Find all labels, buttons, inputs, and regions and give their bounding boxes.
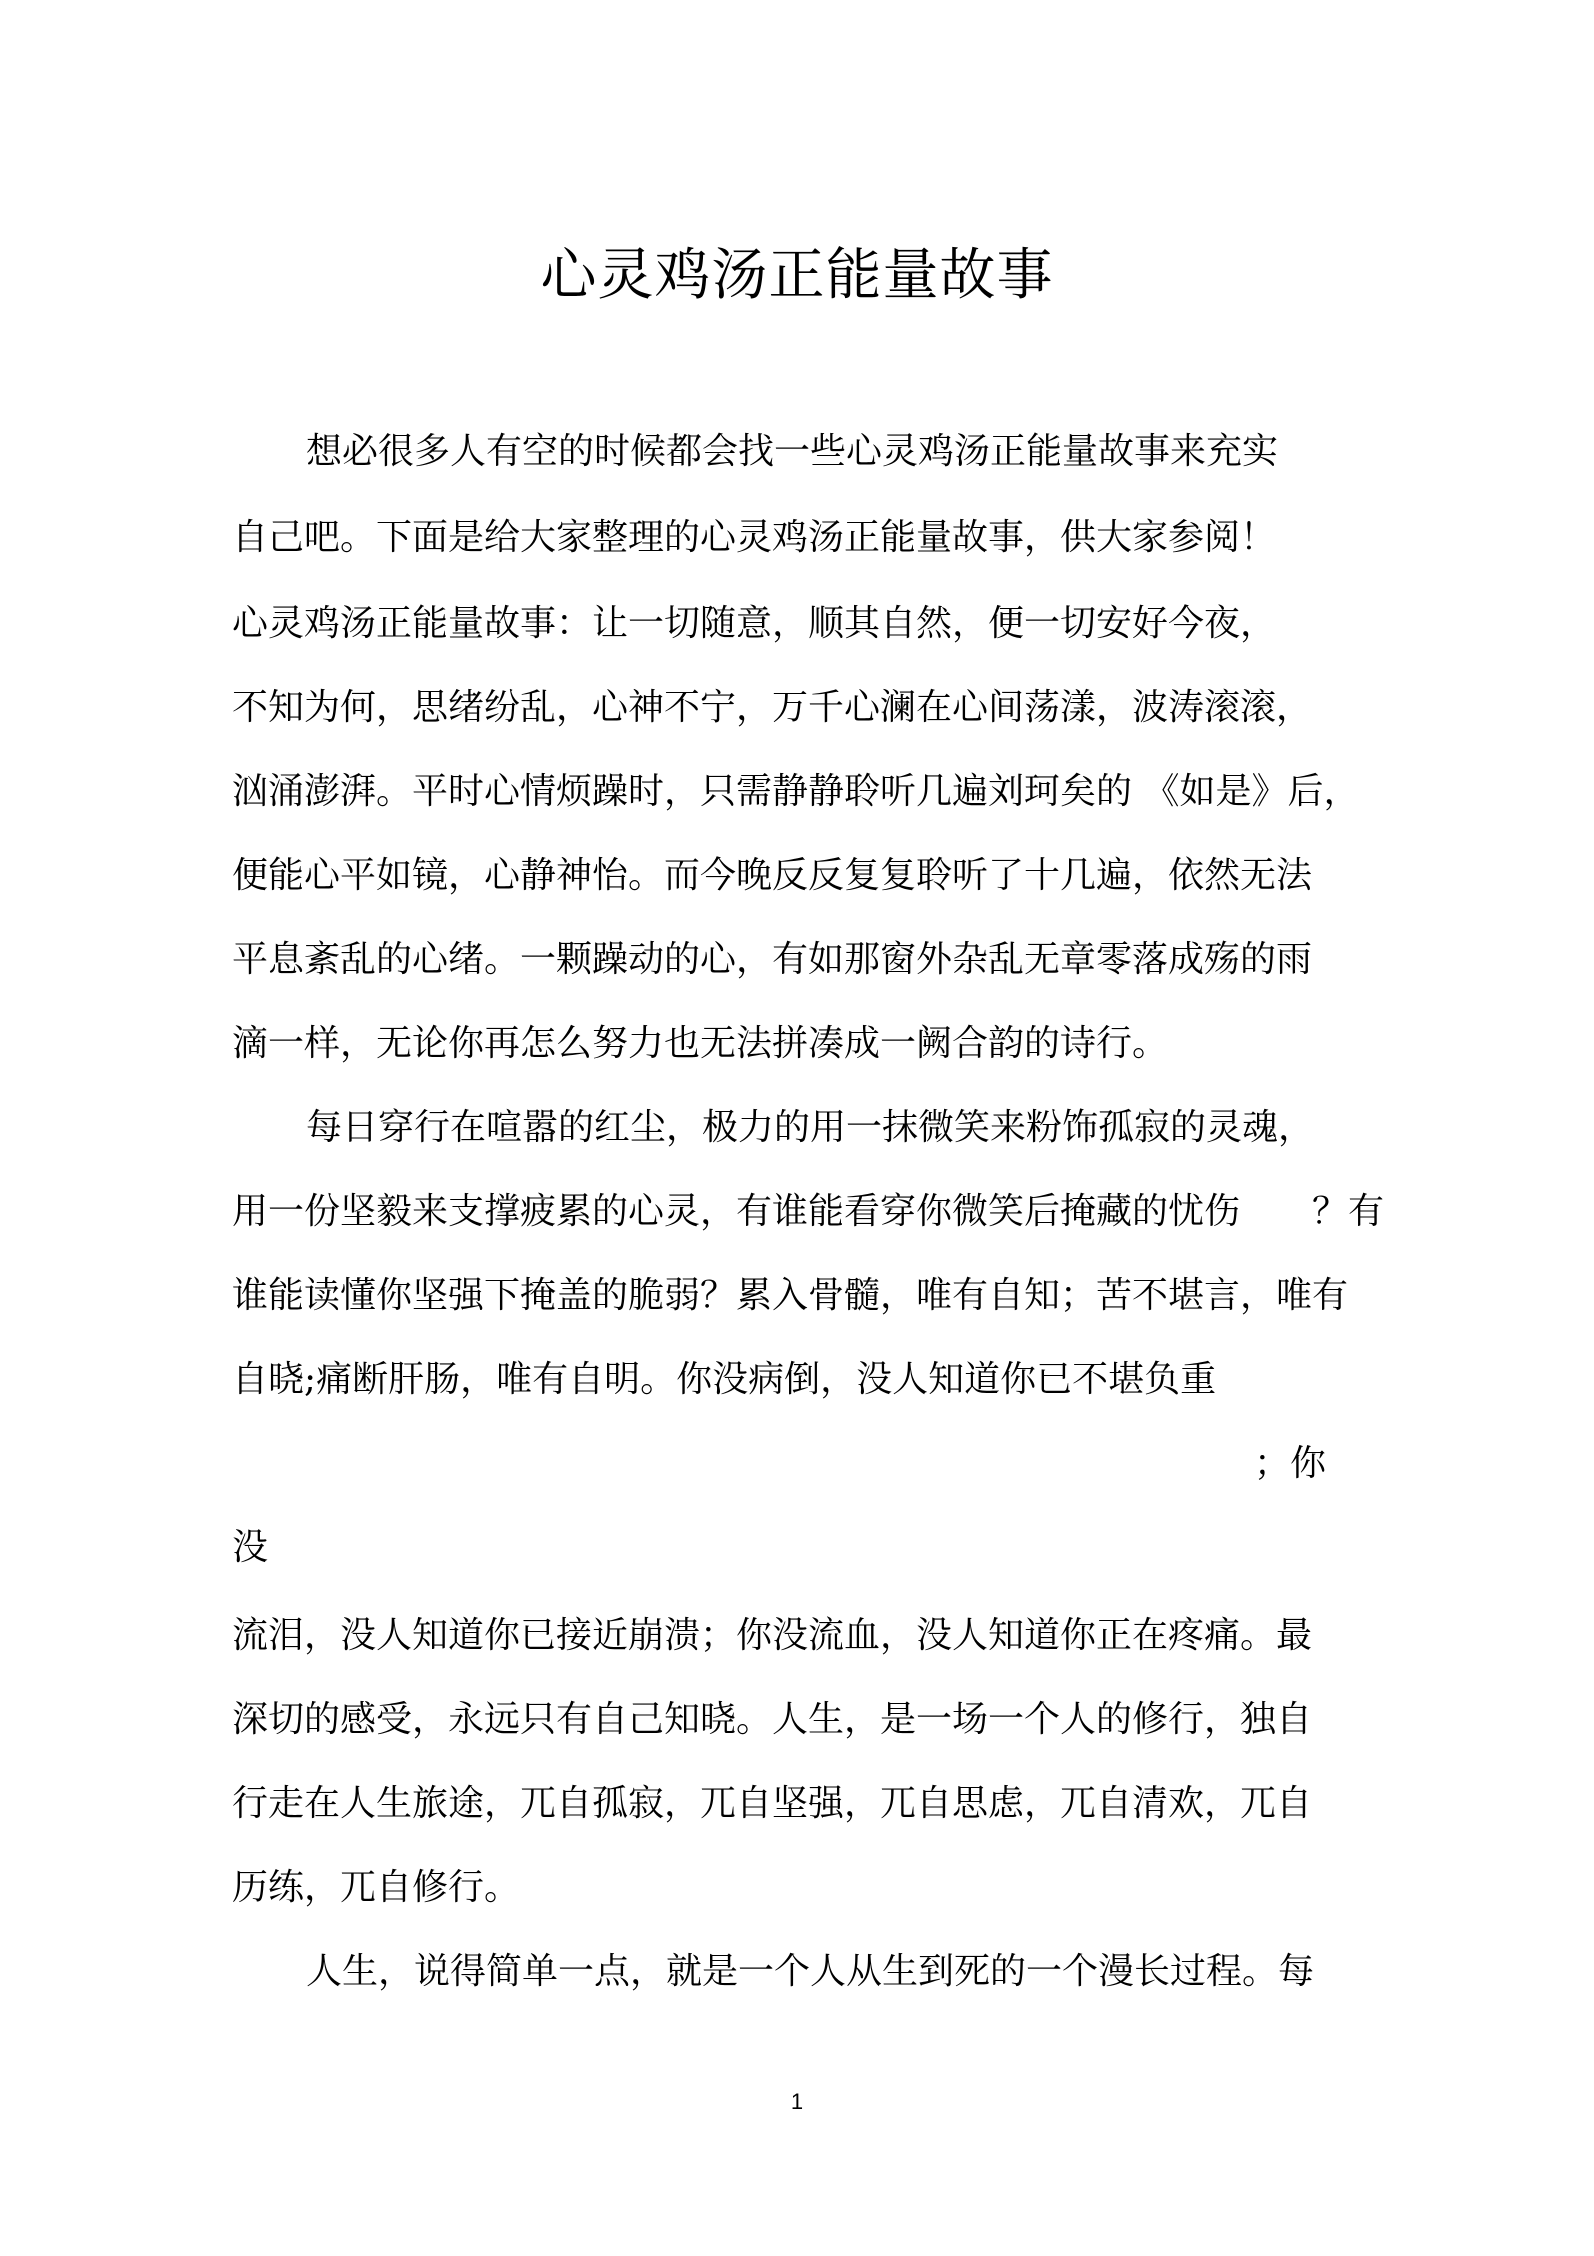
body-line: 想必很多人有空的时候都会找一些心灵鸡汤正能量故事来充实 — [306, 431, 1279, 472]
body-line: 历练，兀自修行。 — [232, 1867, 521, 1908]
body-line: 行走在人生旅途，兀自孤寂，兀自坚强，兀自思虑，兀自清欢，兀自 — [232, 1783, 1313, 1824]
body-line: 流泪，没人知道你已接近崩溃；你没流血，没人知道你正在疼痛。最 — [232, 1615, 1313, 1656]
body-line: 用一份坚毅来支撑疲累的心灵，有谁能看穿你微笑后掩藏的忧伤 ？有 — [232, 1191, 1385, 1232]
body-line: 自晓;痛断肝肠，唯有自明。你没病倒，没人知道你已不堪负重 — [232, 1359, 1217, 1400]
body-line: 滴一样，无论你再怎么努力也无法拼凑成一阙合韵的诗行。 — [232, 1023, 1169, 1064]
body-line: 平息紊乱的心绪。一颗躁动的心，有如那窗外杂乱无章零落成殇的雨 — [232, 939, 1313, 980]
body-line: 不知为何，思绪纷乱，心神不宁，万千心澜在心间荡漾，波涛滚滚， — [232, 687, 1313, 728]
body-line: 每日穿行在喧嚣的红尘，极力的用一抹微笑来粉饰孤寂的灵魂， — [306, 1107, 1315, 1148]
body-line: 人生，说得简单一点，就是一个人从生到死的一个漫长过程。每 — [306, 1951, 1315, 1992]
body-line: 自己吧。下面是给大家整理的心灵鸡汤正能量故事，供大家参阅！ — [232, 517, 1277, 558]
body-line: 谁能读懂你坚强下掩盖的脆弱？累入骨髓，唯有自知；苦不堪言，唯有 — [232, 1275, 1349, 1316]
body-line: 深切的感受，永远只有自己知晓。人生，是一场一个人的修行，独自 — [232, 1699, 1313, 1740]
page-title: 心灵鸡汤正能量故事 — [540, 243, 1054, 308]
body-line: 便能心平如镜，心静神怡。而今晚反反复复聆听了十几遍，依然无法 — [232, 855, 1313, 896]
body-line: 没 — [232, 1527, 269, 1568]
page-number: 1 — [790, 2089, 804, 2114]
body-line: 汹涌澎湃。平时心情烦躁时，只需静静聆听几遍刘珂矣的 《如是》后， — [232, 771, 1360, 812]
body-line: 心灵鸡汤正能量故事：让一切随意，顺其自然，便一切安好今夜， — [232, 603, 1277, 644]
body-line: ；你 — [1254, 1443, 1327, 1484]
